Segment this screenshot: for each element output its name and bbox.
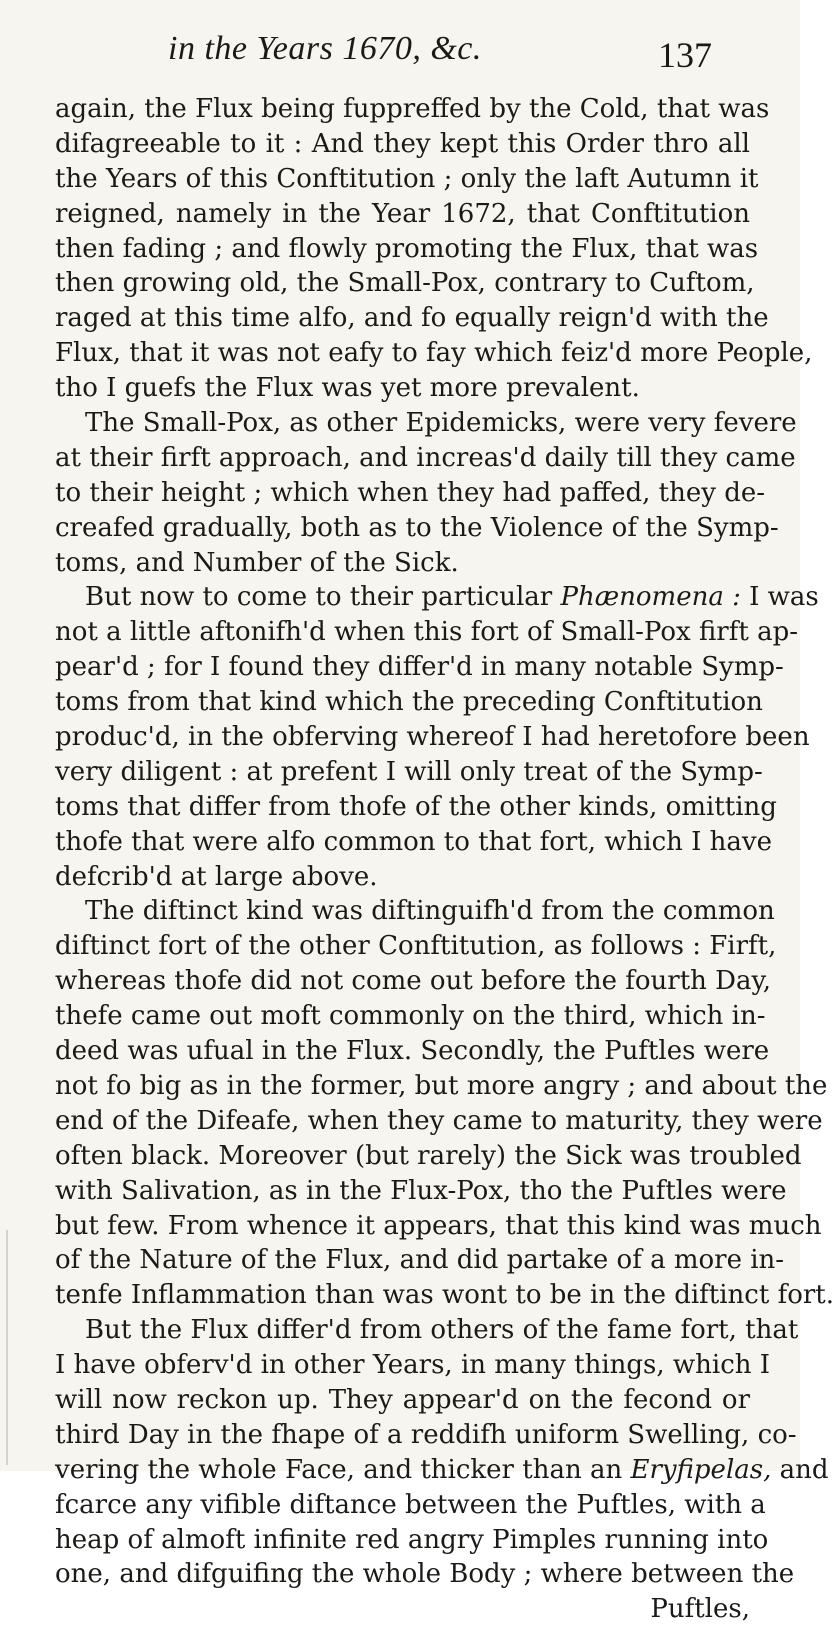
text-line: toms, and Number of the Sick. xyxy=(55,547,459,578)
text-line: third Day in the fhape of a reddifh uniform Swelling, co- xyxy=(55,1419,797,1450)
page-number: 137 xyxy=(658,35,712,75)
text-line: thefe came out moft commonly on the third, which in- xyxy=(55,1001,766,1032)
text-line: often black. Moreover (but rarely) the Sick was troubled xyxy=(55,1140,802,1171)
text-line: again, the Flux being fuppreffed by the Cold, that was xyxy=(55,94,770,124)
text-line: defcrib'd at large above. xyxy=(55,861,378,892)
text-line: then fading ; and flowly promoting the Flux, that was xyxy=(55,233,759,264)
text-line: Flux, that it was not eafy to fay which feiz'd more People, xyxy=(55,338,813,369)
text-line: then growing old, the Small-Pox, contrary to Cuftom, xyxy=(55,268,755,299)
text-line: but few. From whence it appears, that this kind was much xyxy=(55,1210,822,1241)
text-line: The diftinct kind was diftinguifh'd from the common xyxy=(85,896,775,927)
text-line: tho I guefs the Flux was yet more prevalent. xyxy=(55,373,640,404)
text-line: the Years of this Conftitution ; only the laft Autumn it xyxy=(55,163,759,194)
text-line: creafed gradually, both as to the Violence of the Symp- xyxy=(55,512,779,543)
catchword: Puftles, xyxy=(650,1594,750,1625)
text-line: very diligent : at prefent I will only treat of the Symp- xyxy=(55,756,763,787)
text-line: to their height ; which when they had paffed, they de- xyxy=(55,477,766,508)
text-line: of the Nature of the Flux, and did partake of a more in- xyxy=(55,1245,785,1276)
running-head xyxy=(168,8,728,78)
text-line: I have obferv'd in other Years, in many things, which I xyxy=(55,1350,771,1381)
text-line: at their firft approach, and increas'd daily till they came xyxy=(55,442,796,473)
text-line: But the Flux differ'd from others of the fame fort, that xyxy=(85,1315,799,1346)
text-line: produc'd, in the obferving whereof I had heretofore been xyxy=(55,722,810,753)
text-segment: But now to come to their particular xyxy=(85,582,553,613)
text-line: toms from that kind which the preceding Conftitution xyxy=(55,687,763,718)
text-line: toms that differ from thofe of the other kinds, omitting xyxy=(55,791,777,822)
text-line: heap of almoft infinite red angry Pimples running into xyxy=(55,1524,769,1555)
italic-term: Eryfipelas, xyxy=(630,1454,772,1485)
text-line xyxy=(55,1453,829,1488)
text-line: pear'd ; for I found they differ'd in many notable Symp- xyxy=(55,652,784,683)
text-line: one, and difguifing the whole Body ; where between the xyxy=(55,1559,795,1590)
text-segment: and xyxy=(779,1454,829,1485)
text-line xyxy=(55,580,819,615)
running-head-title: in the Years 1670, &c. xyxy=(168,30,482,67)
text-line: not a little aftonifh'd when this fort of Small-Pox firft ap- xyxy=(55,617,798,648)
text-line: diftinct fort of the other Conftitution, as follows : Firft, xyxy=(55,931,777,962)
text-segment: I was xyxy=(749,582,819,613)
text-line: end of the Difeafe, when they came to maturity, they were xyxy=(55,1105,823,1136)
text-line: tenfe Inflammation than was wont to be in the diftinct fort. xyxy=(55,1280,834,1311)
text-line: raged at this time alfo, and fo equally reign'd with the xyxy=(55,303,769,334)
text-line: fcarce any vifible diftance between the Puftles, with a xyxy=(55,1489,766,1520)
text-line: difagreeable to it : And they kept this Order thro all xyxy=(55,128,750,159)
text-line: reigned, namely in the Year 1672, that Conftitution xyxy=(55,198,750,229)
text-line: deed was ufual in the Flux. Secondly, the Puftles were xyxy=(55,1036,770,1067)
text-line: thofe that were alfo common to that fort, which I have xyxy=(55,826,772,857)
text-line: with Salivation, as in the Flux-Pox, tho the Puftles were xyxy=(55,1175,787,1206)
text-line: will now reckon up. They appear'd on the fecond or xyxy=(55,1384,750,1415)
text-line: not fo big as in the former, but more angry ; and about the xyxy=(55,1070,828,1101)
text-segment: vering the whole Face, and thicker than an xyxy=(55,1454,623,1485)
gutter-shadow xyxy=(6,1230,8,1465)
body-text xyxy=(55,92,834,1627)
text-line: The Small-Pox, as other Epidemicks, were very fevere xyxy=(85,408,797,439)
text-line: whereas thofe did not come out before the fourth Day, xyxy=(55,966,772,997)
italic-term: Phænomena : xyxy=(560,582,741,613)
